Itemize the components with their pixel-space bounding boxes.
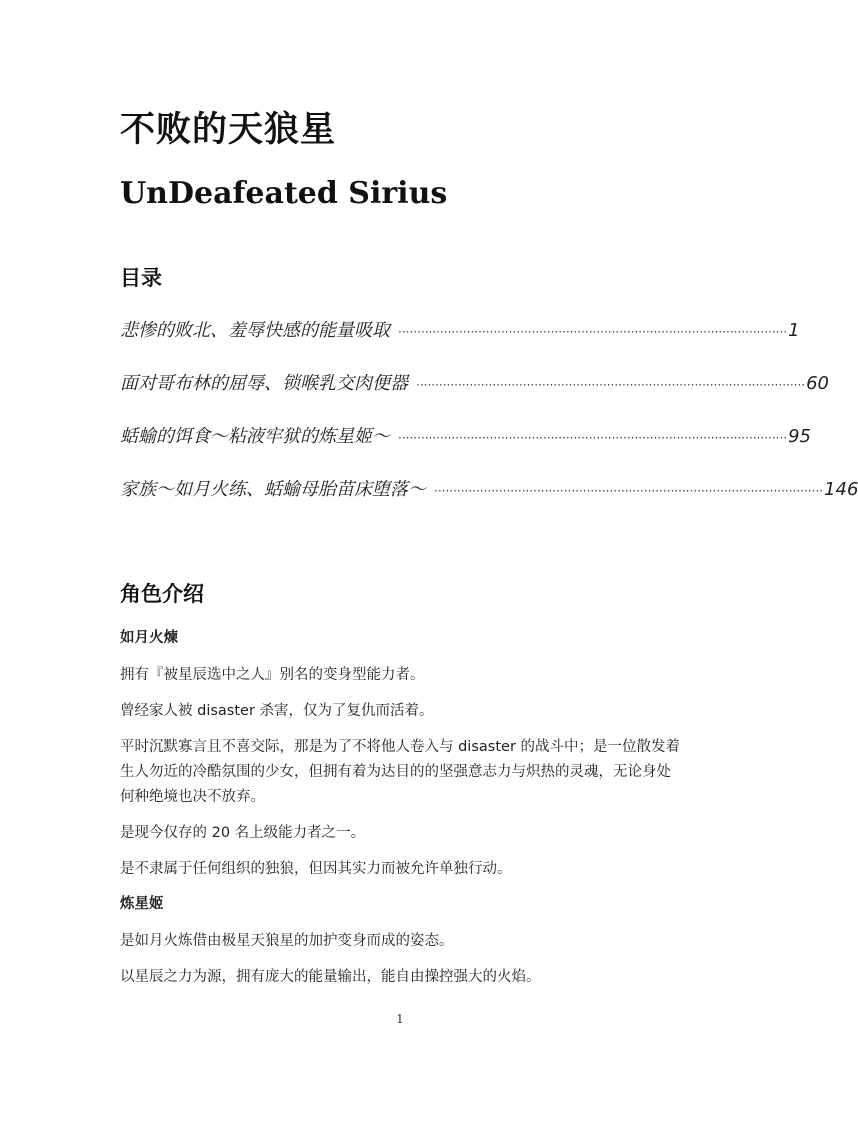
- toc-leader-dots: ······································································································: [416, 378, 806, 392]
- table-of-contents: [120, 314, 858, 526]
- toc-heading: 目录: [120, 266, 162, 290]
- toc-entry-page: 95: [788, 426, 811, 447]
- toc-entry[interactable]: [120, 314, 800, 367]
- toc-entry-title: 悲惨的败北、羞辱快感的能量吸取: [120, 320, 390, 341]
- toc-entry-page: 60: [806, 373, 829, 394]
- character-name: 如月火煉: [120, 630, 178, 646]
- toc-entry-page: 146: [824, 479, 858, 500]
- characters-heading: 角色介绍: [120, 582, 204, 606]
- toc-entry[interactable]: [120, 473, 858, 526]
- page-number: 1: [396, 1012, 404, 1026]
- character-introductions: [120, 627, 680, 1001]
- toc-leader-dots: ······································································································: [434, 484, 824, 498]
- toc-entry-title: 面对哥布林的屈辱、锁喉乳交肉便器: [120, 373, 408, 394]
- toc-leader-dots: ······································································································: [398, 325, 788, 339]
- paragraph: 拥有『被星辰选中之人』别名的变身型能力者。: [120, 667, 425, 683]
- paragraph: 以星辰之力为源，拥有庞大的能量输出，能自由操控强大的火焰。: [120, 969, 541, 985]
- toc-entry[interactable]: [120, 367, 829, 420]
- paragraph: 是不隶属于任何组织的独狼，但因其实力而被允许单独行动。: [120, 861, 512, 877]
- toc-entry-page: 1: [788, 320, 800, 341]
- title-chinese: 不败的天狼星: [120, 110, 337, 150]
- toc-entry-title: 家族～如月火练、蛞蝓母胎苗床堕落～: [120, 479, 426, 500]
- toc-entry-title: 蛞蝓的饵食～粘液牢狱的炼星姬～: [120, 426, 390, 447]
- paragraph: 平时沉默寡言且不喜交际，那是为了不将他人卷入与 disaster 的战斗中；是一位散发着生人勿近的冷酷氛围的少女，但拥有着为达目的的坚强意志力与炽热的灵魂，无论身处何种绝境也决不放弃。: [120, 739, 681, 805]
- paragraph: 是现今仅存的 20 名上级能力者之一。: [120, 825, 366, 841]
- title-english: UnDeafeated Sirius: [120, 176, 448, 211]
- paragraph: 曾经家人被 disaster 杀害，仅为了复仇而活着。: [120, 703, 434, 719]
- toc-entry[interactable]: [120, 420, 811, 473]
- character-name: 炼星姬: [120, 896, 164, 912]
- paragraph: 是如月火炼借由极星天狼星的加护变身而成的姿态。: [120, 933, 454, 949]
- toc-leader-dots: ······································································································: [398, 431, 788, 445]
